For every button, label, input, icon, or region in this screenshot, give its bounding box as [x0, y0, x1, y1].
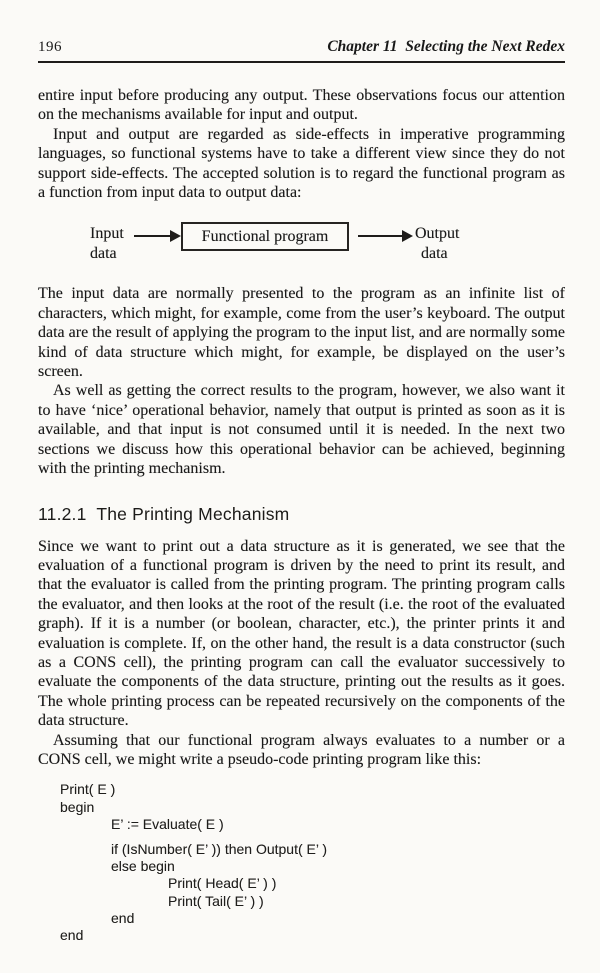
- paragraph-continuation: entire input before producing any output. These observations focus our attention on the mechanisms available for input and output.: [38, 87, 565, 124]
- running-header: [38, 38, 565, 63]
- input-label-line2: data: [90, 244, 117, 262]
- functional-program-box: [181, 222, 349, 251]
- output-label-line2: data: [421, 244, 448, 262]
- input-label-line1: Input: [90, 225, 124, 243]
- code-line: begin: [60, 798, 95, 815]
- code-line: if (IsNumber( E’ )) then Output( E’ ): [111, 840, 328, 857]
- page-content: [38, 0, 565, 944]
- output-label-line1: Output: [415, 225, 460, 243]
- code-line: else begin: [111, 858, 175, 875]
- pseudo-code-block: [38, 781, 565, 944]
- paragraph-printing-mechanism: Since we want to print out a data structure as it is generated, we see that the evaluation of a functional program is driven by the need to print its result, and that the evaluator is called from the printing program. The printing program calls the evaluator, and then looks at the root of the result (i.e. the root of the evaluated graph). If it is a number (or boolean, character, etc.), the printer prints it and evaluation is complete. If, on the other hand, the result is a data constructor (such as a CONS cell), the printing program can call the evaluator successively to evaluate the components of the data structure, printing out the results as it goes. The whole printing process can be repeated recursively on the components of the data structure.: [38, 537, 565, 730]
- paragraph-input-data: The input data are normally presented to the program as an infinite list of characters, which might, for example, come from the user’s keyboard. The output data are the result of applying the program to the input list, and are normally some kind of data structure which might, for example, be displayed on the user’s screen.: [38, 285, 565, 381]
- diagram-output-label: [415, 224, 459, 263]
- code-line: E’ := Evaluate( E ): [111, 815, 224, 832]
- io-flow-diagram: [38, 223, 565, 269]
- diagram-input-label: [90, 224, 124, 263]
- paragraph-operational-behavior: As well as getting the correct results to the program, however, we also want it to have ‘nice’ operational behavior, namely that output is printed as soon as it is available, and that input is not consumed until it is needed. In the next two sections we discuss how this operational behavior can be achieved, beginning with the printing mechanism.: [38, 382, 565, 478]
- paragraph-assuming: Assuming that our functional program always evaluates to a number or a CONS cell, we might write a pseudo-code printing program like this:: [38, 731, 565, 768]
- functional-program-label: Functional program: [201, 227, 329, 245]
- code-line: Print( E ): [60, 781, 116, 798]
- code-line: end: [60, 927, 84, 943]
- code-line: end: [111, 909, 135, 926]
- code-line: Print( Head( E’ ) ): [168, 875, 277, 892]
- arrow-right-icon: [134, 235, 170, 237]
- page-number: 196: [38, 39, 62, 55]
- chapter-title: Chapter 11 Selecting the Next Redex: [327, 38, 565, 55]
- paragraph-io-side-effects: Input and output are regarded as side-effects in imperative programming languages, so functional systems have to take a different view since they do not support side-effects. The accepted solution is to regard the functional program as a function from input data to output data:: [38, 125, 565, 202]
- section-heading: 11.2.1 The Printing Mechanism: [38, 503, 290, 524]
- arrow-right-icon: [358, 235, 402, 237]
- code-line: Print( Tail( E’ ) ): [168, 892, 264, 909]
